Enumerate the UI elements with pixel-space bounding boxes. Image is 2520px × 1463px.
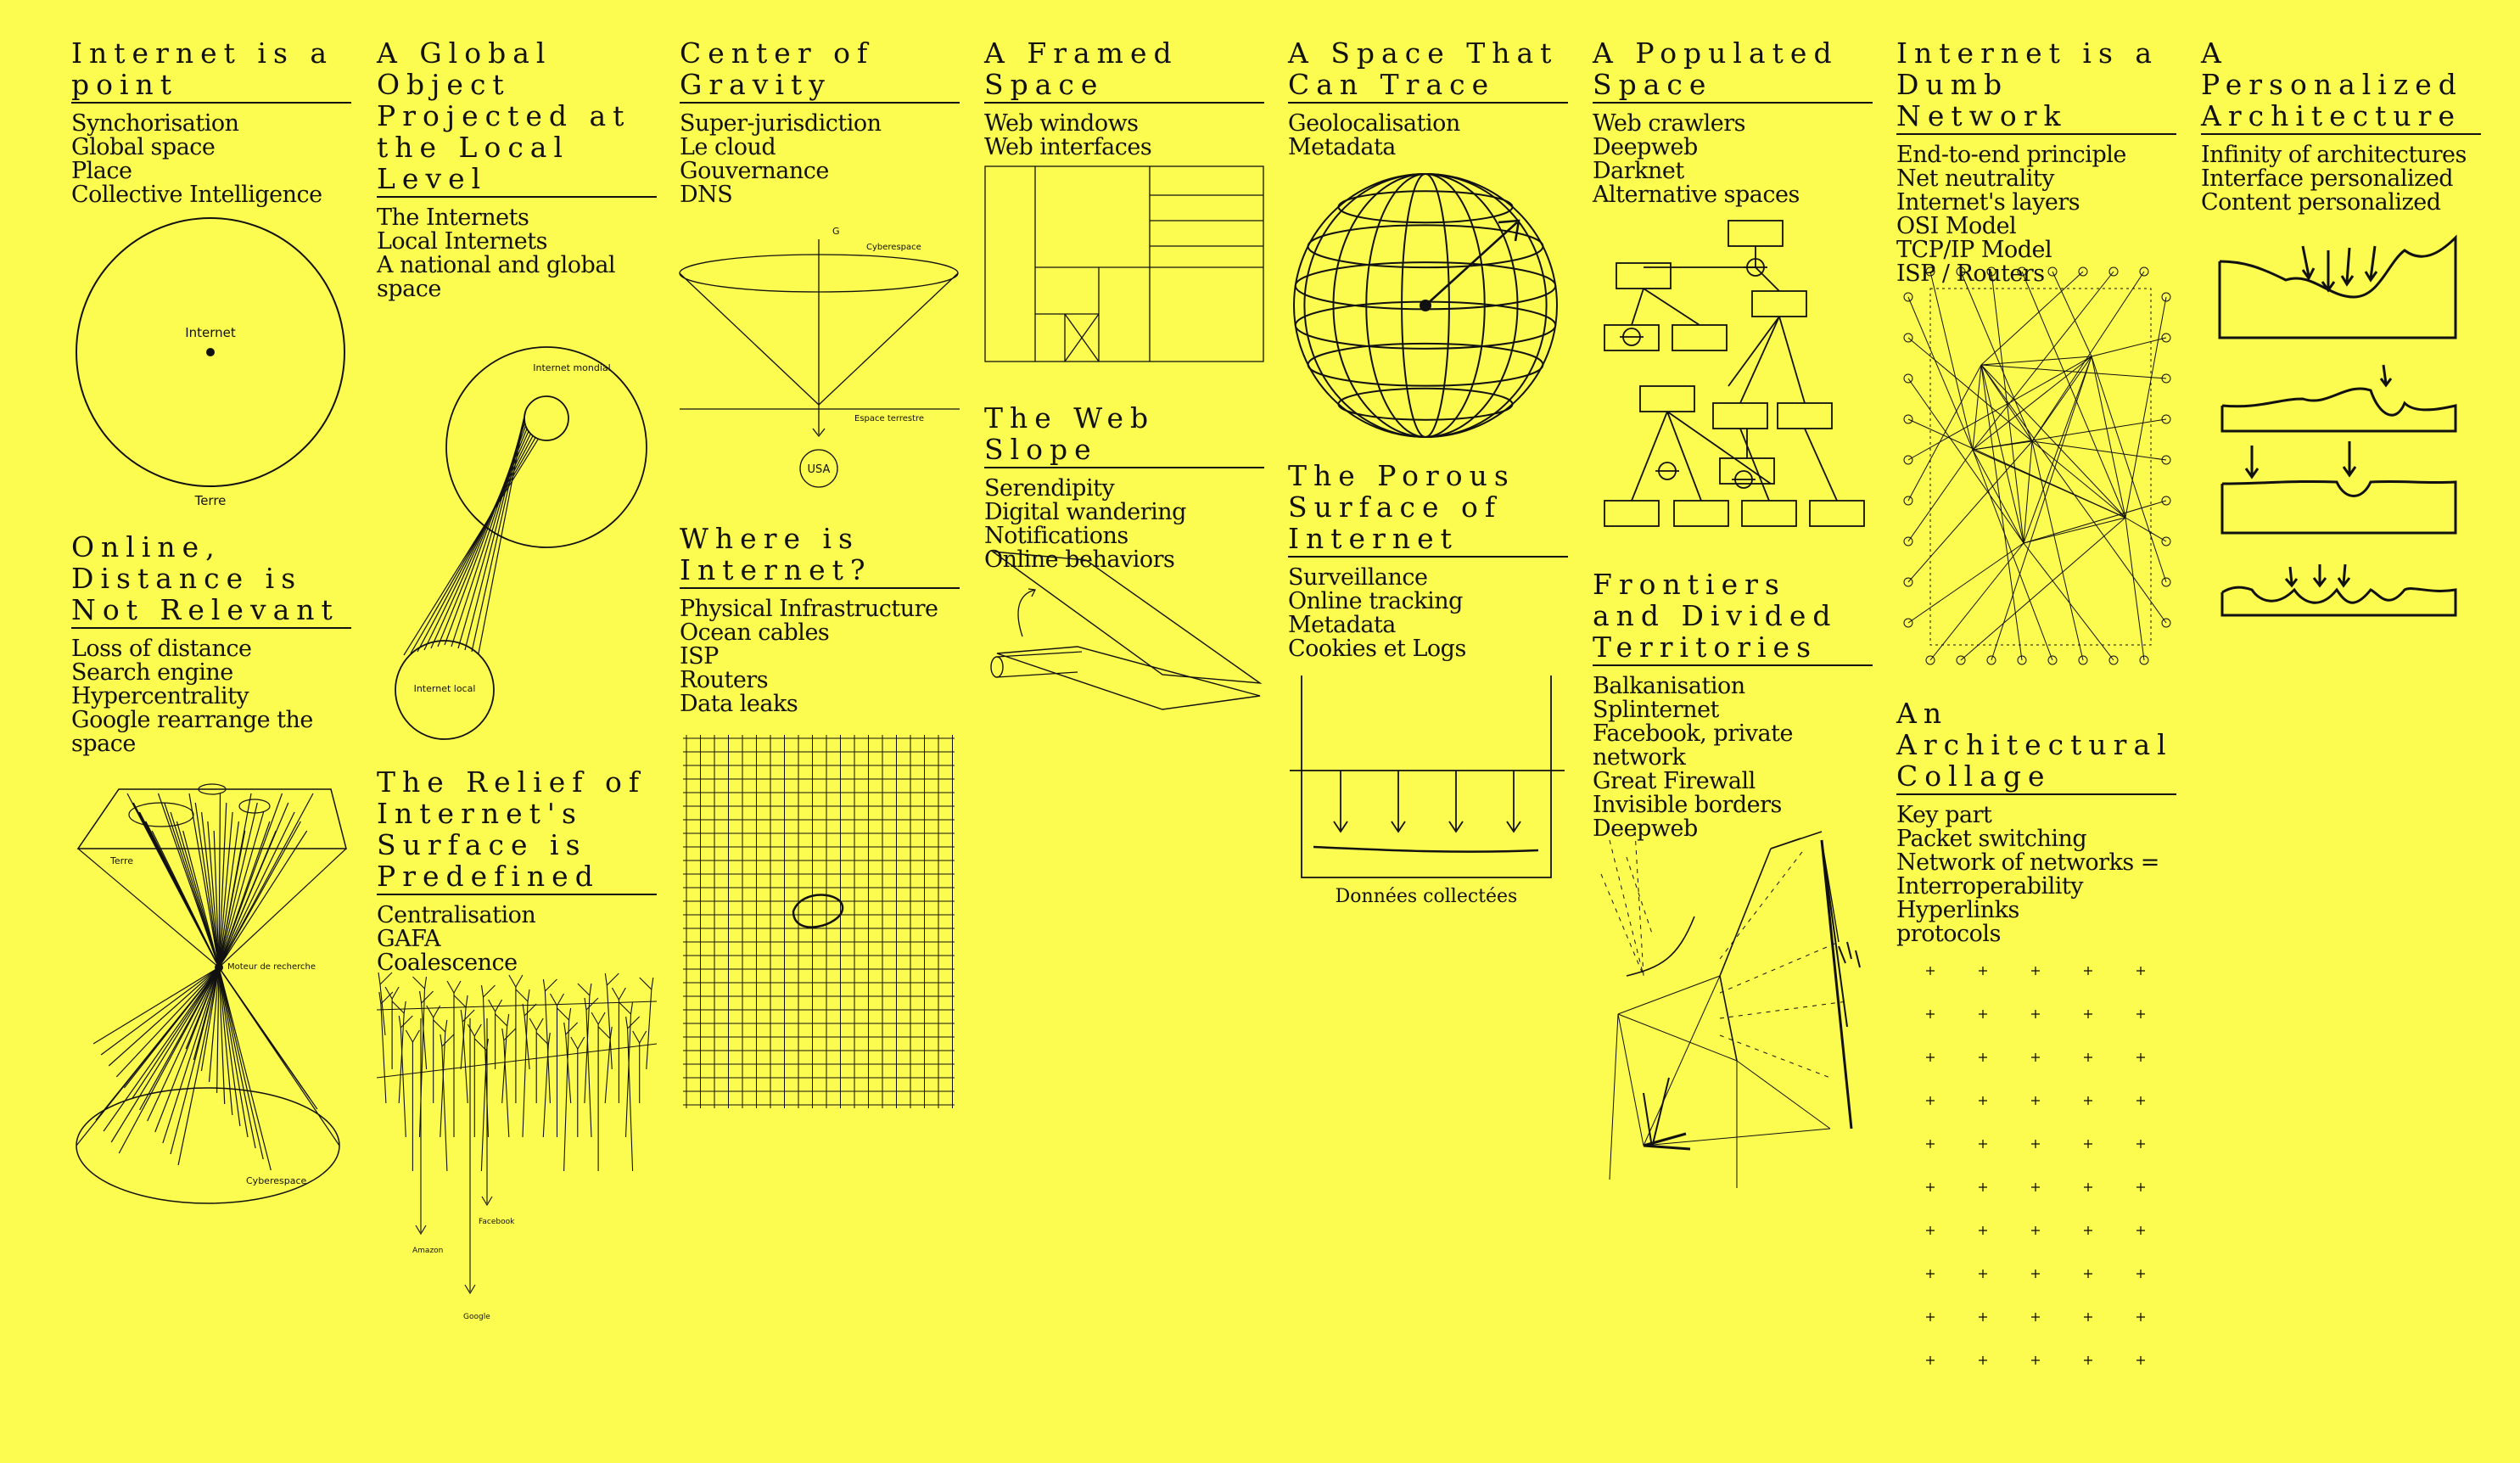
column-8 <box>2201 0 2481 1463</box>
section-title: An Architectural Collage <box>1896 698 2176 795</box>
list-item: Hypercentrality <box>71 683 249 709</box>
plus-grid <box>1896 959 2176 1366</box>
list-item: Loss of distance <box>71 636 252 662</box>
list-item: ISP <box>680 643 719 670</box>
list-item: Cookies et Logs <box>1288 636 1466 662</box>
column-6 <box>1593 0 1873 1463</box>
list-item: Synchorisation <box>71 110 239 137</box>
list-item: Web interfaces <box>984 134 1152 160</box>
list-item: Content personalized <box>2201 189 2441 216</box>
list-item: Google rearrange the space <box>71 707 313 757</box>
list-item: Search engine <box>71 659 233 686</box>
item-list <box>377 904 657 975</box>
list-item: GAFA <box>377 926 440 952</box>
section-title: A Populated Space <box>1593 37 1873 104</box>
label-g: G <box>832 226 840 237</box>
dumb-network-diagram <box>1896 263 2176 670</box>
list-item: Network of networks = Interroperability <box>1896 849 2159 900</box>
item-list <box>1288 112 1568 160</box>
label-terre: Terre <box>110 855 133 866</box>
list-item: Surveillance <box>1288 564 1428 591</box>
label-internet: Internet <box>185 325 236 340</box>
column-5 <box>1288 0 1568 1463</box>
section-personalized-architecture <box>2201 37 2481 215</box>
list-item: A national and global space <box>377 252 616 302</box>
list-item: Online behaviors <box>984 547 1175 573</box>
list-item: Net neutrality <box>1896 165 2055 192</box>
label-moteur: Moteur de recherche <box>227 962 316 972</box>
gravity-cone-diagram <box>680 222 960 494</box>
list-item: Darknet <box>1593 158 1684 184</box>
list-item: Packet switching <box>1896 826 2087 852</box>
column-2 <box>377 0 657 1463</box>
label-usa: USA <box>807 463 831 476</box>
list-item: End-to-end principle <box>1896 142 2126 168</box>
label-internet-local: Internet local <box>413 683 476 694</box>
earth-point-diagram <box>71 216 351 522</box>
section-relief-surface <box>377 766 657 975</box>
section-title: Internet is a Dumb Network <box>1896 37 2176 135</box>
caption-donnees: Données collectées <box>1335 886 1518 907</box>
list-item: OSI Model <box>1896 213 2017 239</box>
item-list <box>1593 112 1873 207</box>
list-item: Great Firewall <box>1593 768 1756 794</box>
list-item: Routers <box>680 667 769 693</box>
label-facebook: Facebook <box>479 1218 515 1226</box>
list-item: Ocean cables <box>680 619 830 646</box>
label-google: Google <box>463 1313 490 1321</box>
list-item: protocols <box>1896 921 2001 947</box>
list-item: Geolocalisation <box>1288 110 1460 137</box>
list-item: TCP/IP Model <box>1896 237 2052 263</box>
list-item: Coalescence <box>377 950 518 976</box>
list-item: Invisible borders <box>1593 792 1782 818</box>
list-item: Physical Infrastructure <box>680 596 938 622</box>
section-title: Where is Internet? <box>680 523 960 589</box>
slope-diagram <box>984 543 1264 730</box>
label-amazon: Amazon <box>412 1247 444 1255</box>
list-item: Digital wandering <box>984 499 1186 525</box>
list-item: Super-jurisdiction <box>680 110 882 137</box>
section-internet-point <box>71 37 351 207</box>
personalized-profiles <box>2201 229 2481 670</box>
section-space-trace <box>1288 37 1568 160</box>
list-item: Local Internets <box>377 228 547 255</box>
frontiers-diagram <box>1593 823 1873 1180</box>
section-frontiers <box>1593 569 1873 841</box>
list-item: Balkanisation <box>1593 673 1745 699</box>
list-item: The Internets <box>377 205 529 231</box>
global-local-diagram <box>377 352 657 751</box>
section-title: The Relief of Internet's Surface is Predefined <box>377 766 657 895</box>
item-list <box>1288 566 1568 661</box>
item-list <box>984 112 1264 160</box>
section-populated-space <box>1593 37 1873 207</box>
item-list <box>680 112 960 207</box>
list-item: Gouvernance <box>680 158 829 184</box>
section-distance-not-relevant <box>71 531 351 756</box>
section-global-object <box>377 37 657 301</box>
section-title: A Personalized Architecture <box>2201 37 2481 135</box>
web-windows-diagram <box>984 165 1264 365</box>
item-list <box>1593 675 1873 841</box>
relief-trees-diagram <box>377 967 657 1332</box>
section-title: Online, Distance is Not Relevant <box>71 531 351 629</box>
list-item: Place <box>71 158 132 184</box>
list-item: Le cloud <box>680 134 776 160</box>
section-title: Frontiers and Divided Territories <box>1593 569 1873 666</box>
section-where-internet <box>680 523 960 716</box>
label-internet-mondial: Internet mondial <box>533 362 611 373</box>
list-item: Serendipity <box>984 475 1115 502</box>
item-list <box>2201 143 2481 215</box>
crawler-tree-diagram <box>1593 216 1873 539</box>
list-item: DNS <box>680 182 733 208</box>
section-framed-space <box>984 37 1264 160</box>
list-item: Online tracking <box>1288 588 1463 614</box>
label-espace-terrestre: Espace terrestre <box>854 414 925 423</box>
item-list <box>680 597 960 716</box>
section-center-gravity <box>680 37 960 207</box>
label-terre: Terre <box>194 493 227 508</box>
section-architectural-collage <box>1896 698 2176 946</box>
section-title: Center of Gravity <box>680 37 960 104</box>
item-list <box>377 206 657 301</box>
section-title: The Porous Surface of Internet <box>1288 460 1568 558</box>
item-list <box>71 637 351 756</box>
list-item: ISP / Routers <box>1896 261 2045 287</box>
section-title: Internet is a point <box>71 37 351 104</box>
column-4 <box>984 0 1264 1463</box>
list-item: Key part <box>1896 802 1992 828</box>
list-item: Hyperlinks <box>1896 897 2019 923</box>
list-item: Interface personalized <box>2201 165 2454 192</box>
label-cyberespace: Cyberespace <box>866 243 921 252</box>
section-title: A Space That Can Trace <box>1288 37 1568 104</box>
list-item: Alternative spaces <box>1593 182 1800 208</box>
list-item: Web crawlers <box>1593 110 1746 137</box>
column-3 <box>680 0 960 1463</box>
list-item: Deepweb <box>1593 134 1698 160</box>
list-item: Infinity of architectures <box>2201 142 2467 168</box>
section-title: A Global Object Projected at the Local Level <box>377 37 657 198</box>
globe-diagram <box>1288 170 1568 441</box>
list-item: Internet's layers <box>1896 189 2080 216</box>
list-item: Splinternet <box>1593 697 1719 723</box>
section-title: A Framed Space <box>984 37 1264 104</box>
hourglass-diagram <box>76 764 348 1222</box>
list-item: Metadata <box>1288 612 1396 638</box>
list-item: Metadata <box>1288 134 1396 160</box>
list-item: Data leaks <box>680 691 798 717</box>
list-item: Facebook, private network <box>1593 720 1793 771</box>
porous-surface-diagram <box>1288 670 1568 908</box>
label-cyberespace: Cyberespace <box>246 1175 307 1186</box>
list-item: Deepweb <box>1593 816 1698 842</box>
list-item: Collective Intelligence <box>71 182 322 208</box>
list-item: Centralisation <box>377 902 536 928</box>
item-list <box>1896 804 2176 946</box>
section-title: The Web Slope <box>984 402 1264 468</box>
list-item: Global space <box>71 134 216 160</box>
column-7 <box>1896 0 2176 1463</box>
column-1 <box>71 0 351 1463</box>
list-item: Notifications <box>984 523 1128 549</box>
section-dumb-network <box>1896 37 2176 286</box>
item-list <box>71 112 351 207</box>
section-porous-surface <box>1288 460 1568 661</box>
list-item: Web windows <box>984 110 1139 137</box>
infrastructure-grid <box>683 735 955 1108</box>
